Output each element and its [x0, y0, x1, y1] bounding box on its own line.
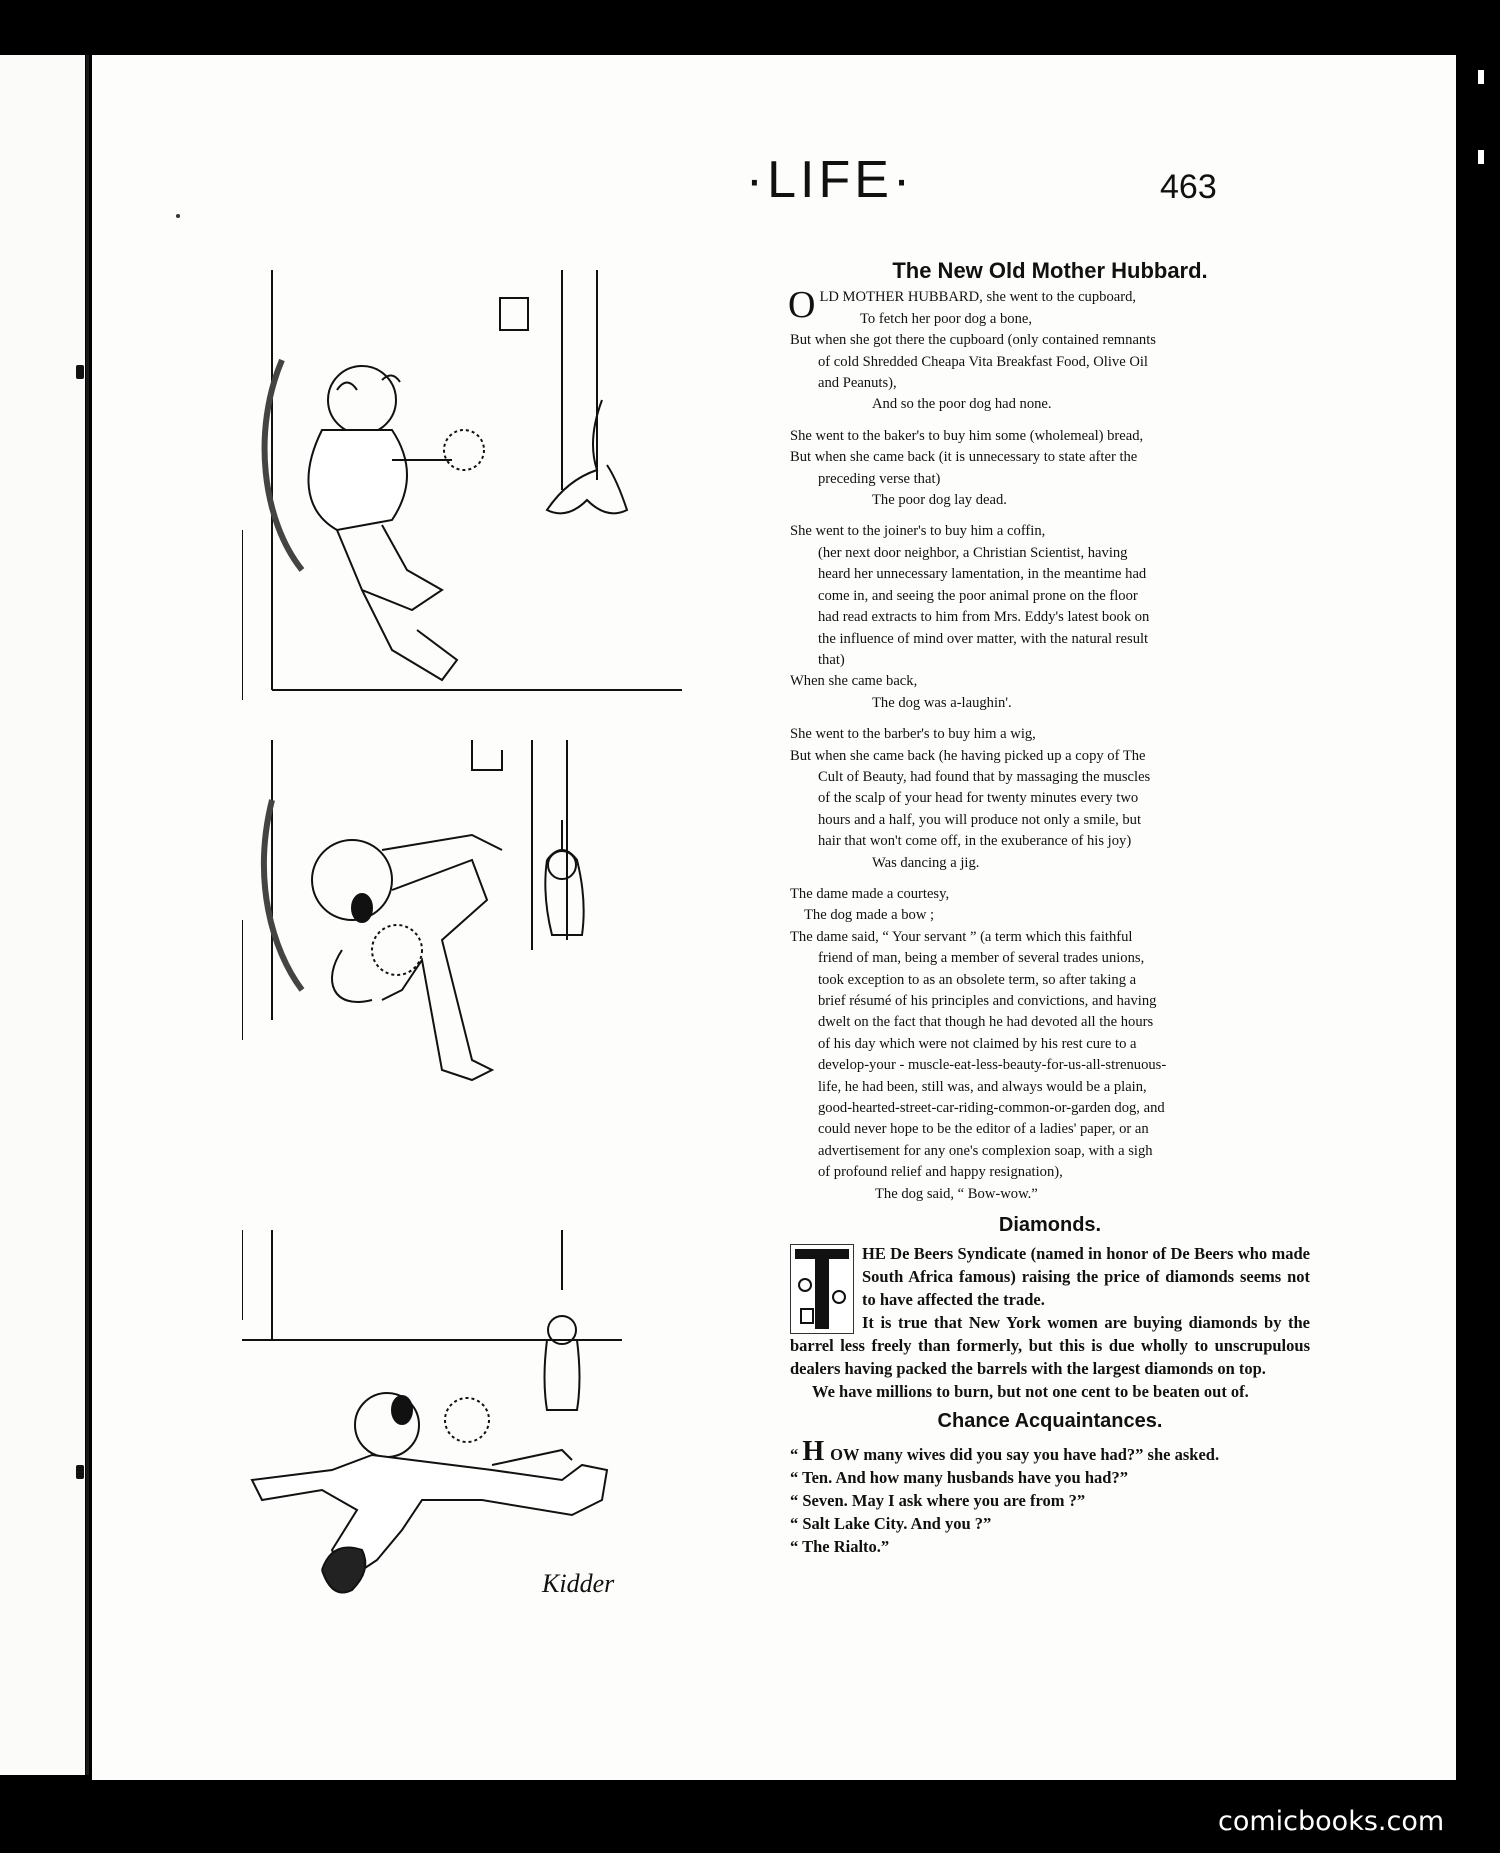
poem-line: Cult of Beauty, had found that by massaging the muscles: [818, 768, 1151, 785]
dialogue-line-3: “ Seven. May I ask where you are from ?”: [790, 1490, 1086, 1510]
poem-stanza-3: [790, 521, 1310, 714]
artist-signature: Kidder: [542, 1569, 615, 1598]
poem-line: The dog said, “ Bow-wow.”: [875, 1185, 1038, 1202]
poem-line: good-hearted-street-car-riding-common-or-garden dog, and: [818, 1100, 1165, 1117]
poem-line: dwelt on the fact that though he had devoted all the hours: [818, 1014, 1154, 1031]
poem-line: The poor dog lay dead.: [872, 492, 1007, 509]
poem-line: But when she came back (he having picked up a copy of The: [790, 747, 1146, 764]
diamonds-paragraph-2: It is true that New York women are buying diamonds by the barrel less freely than formerly, but this is due wholly to unscrupulous dealers having packed the barrels with the largest diamonds on top.: [790, 1313, 1310, 1379]
poem-line: To fetch her poor dog a bone,: [860, 310, 1033, 327]
diamonds-article: [790, 1242, 1310, 1403]
article-column: [790, 260, 1310, 1558]
poem-line: of the scalp of your head for twenty minutes every two: [818, 790, 1139, 807]
poem-line: But when she came back (it is unnecessary to state after the: [790, 449, 1138, 466]
poem-line: brief résumé of his principles and convictions, and having: [818, 993, 1157, 1009]
poem-line: that): [818, 651, 845, 668]
poem-line: the influence of mind over matter, with the natural result: [818, 630, 1149, 647]
poem-line: When she came back,: [790, 673, 918, 690]
poem-line: of profound relief and happy resignation),: [818, 1164, 1063, 1181]
poem-line: could never hope to be the editor of a ladies' paper, or an: [818, 1121, 1149, 1138]
poem-line: heard her unnecessary lamentation, in the meantime had: [818, 566, 1147, 583]
panel-3: [242, 1230, 622, 1593]
gutter-line: [86, 55, 89, 1775]
poem-line: The dame made a courtesy,: [790, 885, 950, 902]
binding-mark: [76, 1465, 84, 1479]
drop-cap-h: H: [802, 1435, 825, 1467]
poem-line: (her next door neighbor, a Christian Scientist, having: [818, 544, 1128, 561]
facing-page-edge: [0, 55, 85, 1775]
poem-title: The New Old Mother Hubbard.: [892, 258, 1208, 283]
panel-2: [242, 740, 584, 1080]
poem-line: The dog was a-laughin'.: [872, 694, 1012, 711]
chance-title: Chance Acquaintances.: [937, 1410, 1163, 1433]
open-quote: “: [790, 1444, 799, 1464]
poem-line: LD MOTHER HUBBARD, she went to the cupboard,: [819, 289, 1137, 306]
poem-line: and Peanuts),: [818, 375, 897, 392]
poem-stanza-4: [790, 724, 1310, 874]
poem-line: But when she got there the cupboard (only contained remnants: [790, 332, 1156, 349]
dialogue-line-1: [790, 1435, 1310, 1467]
poem-line: of cold Shredded Cheapa Vita Breakfast Food, Olive Oil: [818, 353, 1148, 370]
cartoon-illustration: [242, 270, 712, 1650]
poem-line: of his day which were not claimed by his rest cure to a: [818, 1035, 1137, 1052]
dialogue-line-2: “ Ten. And how many husbands have you had?”: [790, 1467, 1128, 1487]
poem-line: And so the poor dog had none.: [872, 396, 1052, 413]
decorative-drop-cap-t: [790, 1244, 854, 1334]
poem-line: The dog made a bow ;: [804, 907, 935, 924]
dialogue-text: OW many wives did you say you have had?” she asked.: [830, 1444, 1220, 1464]
panel-1: [242, 270, 682, 700]
poem-line: She went to the joiner's to buy him a coffin,: [790, 523, 1046, 540]
poem-line: had read extracts to him from Mrs. Eddy's latest book on: [818, 609, 1150, 626]
binding-mark: [76, 365, 84, 379]
edge-mark: [1478, 150, 1484, 164]
masthead: ·LIFE·: [745, 151, 915, 209]
poem-line: The dame said, “ Your servant ” (a term which this faithful: [790, 928, 1133, 945]
poem-line: took exception to as an obsolete term, so after taking a: [818, 971, 1137, 988]
site-watermark: comicbooks.com: [1218, 1806, 1445, 1837]
edge-mark: [1478, 70, 1484, 84]
poem-line: hours and a half, you will produce not only a smile, but: [818, 811, 1142, 828]
drop-cap-o: O: [788, 284, 816, 327]
dialogue-line-4: “ Salt Lake City. And you ?”: [790, 1513, 992, 1533]
poem-line: Was dancing a jig.: [872, 854, 980, 871]
poem-stanza-5: [790, 884, 1310, 1205]
poem-line: develop-your - muscle-eat-less-beauty-for-us-all-strenuous-: [818, 1057, 1167, 1074]
poem-stanza-2: [790, 426, 1310, 512]
diamonds-paragraph-1: HE De Beers Syndicate (named in honor of De Beers who made South Africa famous) raising the price of diamonds seems not to have affected the trade.: [862, 1244, 1310, 1310]
poem-line: friend of man, being a member of several trades unions,: [818, 950, 1145, 967]
poem-line: She went to the baker's to buy him some (wholemeal) bread,: [790, 427, 1144, 444]
diamonds-paragraph-3: We have millions to burn, but not one cent to be beaten out of.: [812, 1382, 1249, 1402]
page-number: 463: [1160, 168, 1217, 206]
poem-line: advertisement for any one's complexion soap, with a sigh: [818, 1142, 1153, 1159]
poem-line: hair that won't come off, in the exuberance of his joy): [818, 833, 1132, 850]
diamonds-title: Diamonds.: [998, 1214, 1102, 1237]
chance-dialogue: [790, 1435, 1310, 1558]
poem-line: She went to the barber's to buy him a wig,: [790, 726, 1036, 743]
dialogue-line-5: “ The Rialto.”: [790, 1536, 890, 1556]
poem-stanza-1: [788, 284, 1310, 415]
poem-line: life, he had been, still was, and always would be a plain,: [818, 1078, 1147, 1095]
speck: [176, 214, 180, 218]
poem-line: preceding verse that): [818, 470, 941, 487]
ornament-icon: [791, 1245, 853, 1333]
poem-line: come in, and seeing the poor animal prone on the floor: [818, 587, 1138, 604]
